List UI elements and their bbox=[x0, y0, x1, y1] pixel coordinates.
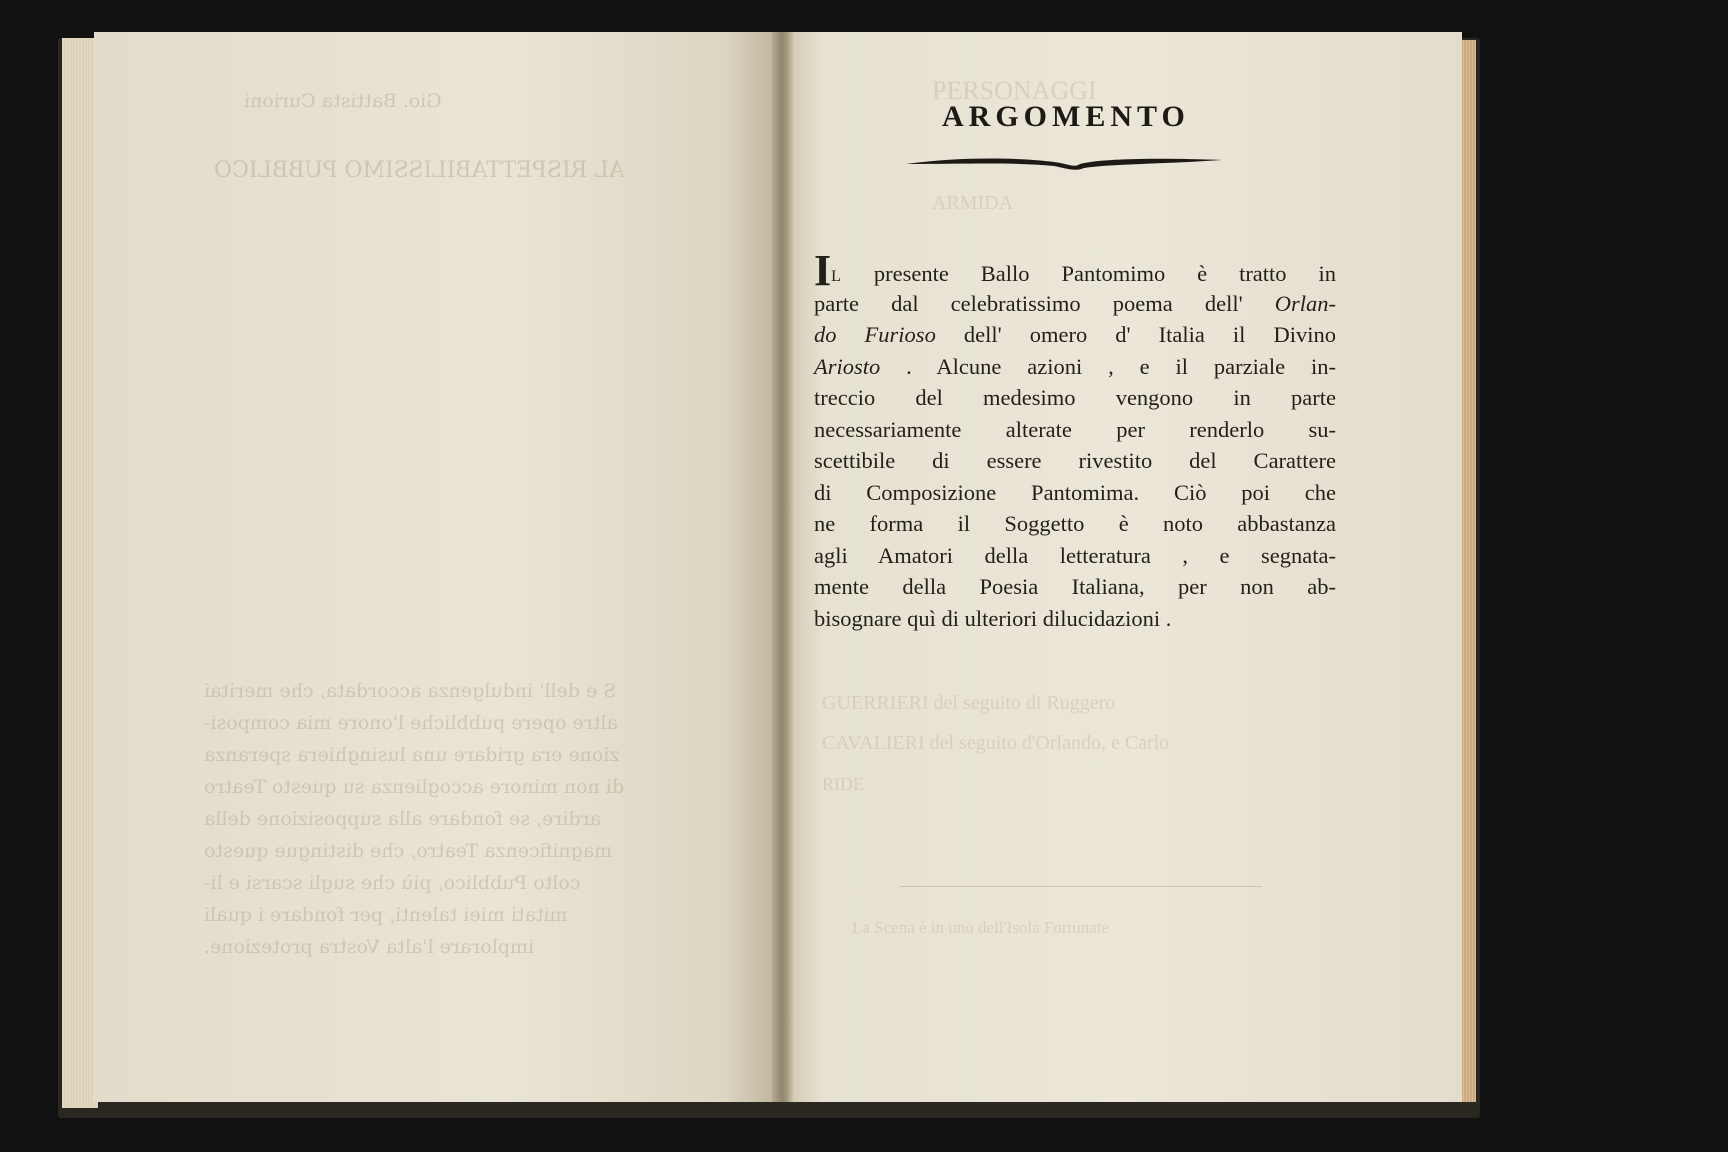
line-text: treccio del medesimo vengono in parte bbox=[814, 385, 1336, 410]
show-through-text: ARMIDA bbox=[932, 192, 1014, 214]
first-line-text: presente Ballo Pantomimo è tratto in bbox=[841, 261, 1336, 286]
line-text: bisognare quì di ulteriori dilucidazioni . bbox=[814, 605, 1172, 631]
text-line bbox=[814, 540, 1336, 572]
show-through-text: magnificenza Teatro, che distingue questo bbox=[204, 840, 613, 862]
show-through-text: CAVALIERI del seguito d'Orlando, e Carlo bbox=[822, 732, 1170, 754]
show-through-text: di non minore accoglienza su questo Teatro bbox=[204, 776, 625, 798]
show-through-text: implorare l'alta Vostra protezione. bbox=[204, 936, 535, 958]
text-line bbox=[814, 445, 1336, 477]
show-through-text: colto Pubblico, più che sugli scarsi e li- bbox=[204, 872, 581, 894]
show-through-text: GUERRIERI del seguito di Ruggero bbox=[822, 692, 1116, 714]
page-stack-right bbox=[1462, 40, 1476, 1102]
show-through-text: ardire, se fondare alla supposizione della bbox=[204, 808, 602, 830]
show-through-text: mitati miei talenti, per fondare i quali bbox=[204, 904, 568, 926]
text-line bbox=[814, 477, 1336, 509]
italic-text: Ariosto bbox=[814, 353, 881, 379]
line-text: parte dal celebratissimo poema dell' bbox=[814, 290, 1275, 316]
text-line bbox=[814, 288, 1336, 320]
show-through-text: Gio. Battista Curioni bbox=[244, 90, 442, 112]
page-stack-left bbox=[62, 38, 98, 1108]
line-text: agli Amatori della letteratura , e segnata- bbox=[814, 542, 1336, 568]
line-text: di Composizione Pantomima. Ciò poi che bbox=[814, 479, 1336, 505]
line-text: ne forma il Soggetto è noto abbastanza bbox=[814, 511, 1336, 536]
show-through-text: La Scena è in uno dell'Isola Fortunate bbox=[852, 918, 1110, 937]
drop-cap: I bbox=[814, 246, 832, 295]
line-text: scettibile di essere rivestito del Carattere bbox=[814, 448, 1336, 473]
show-through-text: S e dell' indulgenza accordata, che meritai bbox=[204, 680, 617, 702]
first-line bbox=[814, 246, 1336, 295]
text-line bbox=[814, 351, 1336, 383]
show-through-text: altre opere pubbliche l'onore mia composi- bbox=[204, 712, 618, 734]
line-text: dell' omero d' Italia il Divino bbox=[935, 322, 1336, 347]
italic-text: do Furioso bbox=[814, 322, 936, 347]
italic-text: Orlan- bbox=[1274, 290, 1336, 316]
text-line bbox=[814, 319, 1336, 351]
line-text: mente della Poesia Italiana, per non ab- bbox=[814, 574, 1336, 599]
small-cap: L bbox=[831, 268, 842, 285]
line-text: . Alcune azioni , e il parziale in- bbox=[880, 353, 1336, 379]
show-through-text: RIDE bbox=[822, 774, 864, 794]
page-heading: ARGOMENTO bbox=[942, 100, 1190, 133]
text-line bbox=[814, 382, 1336, 414]
show-through-text: AL RISPETTABILISSIMO PUBBLICO bbox=[214, 158, 625, 183]
line-text: necessariamente alterate per renderlo su- bbox=[814, 416, 1336, 442]
book-gutter bbox=[772, 32, 794, 1102]
text-line bbox=[814, 571, 1336, 603]
text-line bbox=[814, 603, 1336, 635]
show-through-text: PERSONAGGI bbox=[932, 76, 1097, 105]
text-line bbox=[814, 508, 1336, 540]
show-through-text: zione era gridare una lusinghiera speranza bbox=[204, 744, 620, 766]
argument-paragraph bbox=[814, 246, 1336, 634]
right-page-divider bbox=[900, 886, 1262, 887]
left-page bbox=[94, 32, 780, 1102]
text-line bbox=[814, 414, 1336, 446]
ornamental-rule bbox=[904, 152, 1224, 174]
